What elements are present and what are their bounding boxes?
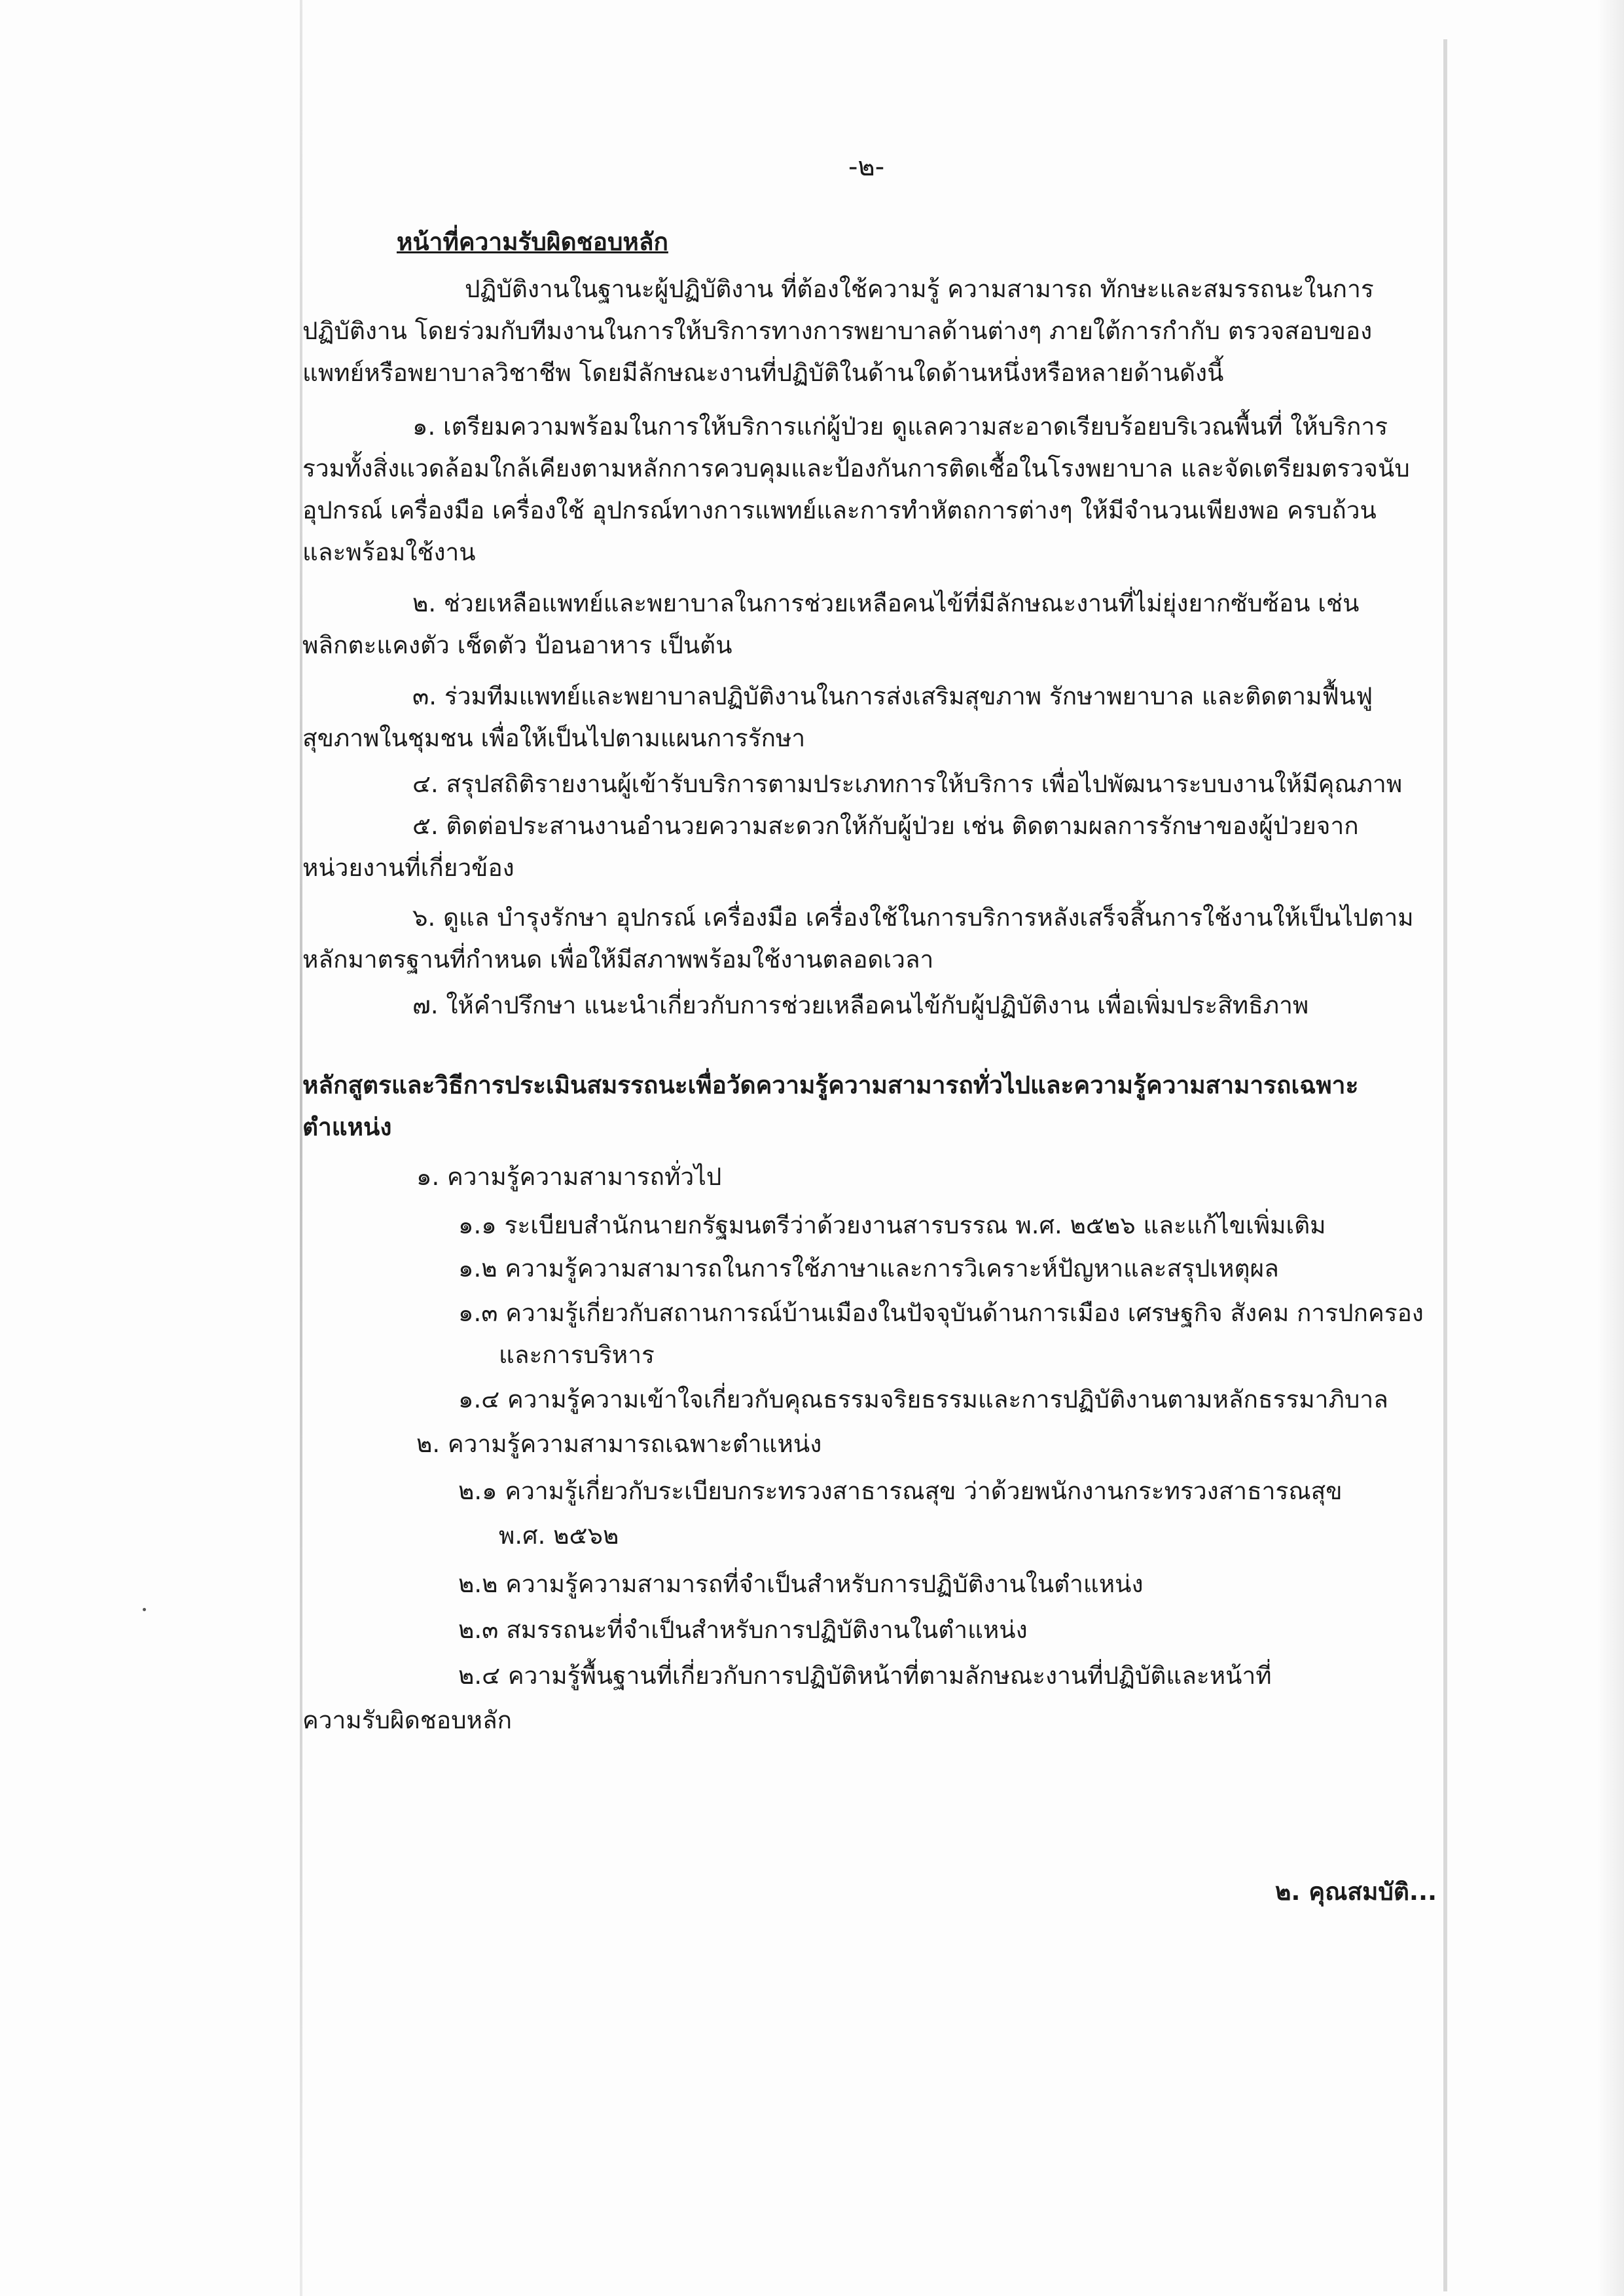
duty-item-6-line: ๖. ดูแล บำรุงรักษา อุปกรณ์ เครื่องมือ เครื่องใช้ในการบริการหลังเสร็จสิ้นการใช้งานให้เป็นไปตาม [412, 903, 1414, 932]
section-1-item: ๑.๓ ความรู้เกี่ยวกับสถานการณ์บ้านเมืองในปัจจุบันด้านการเมือง เศรษฐกิจ สังคม การปกครอง [458, 1299, 1424, 1327]
duty-item-5-line: หน่วยงานที่เกี่ยวข้อง [302, 854, 514, 882]
section-2-item: ๒.๔ ความรู้พื้นฐานที่เกี่ยวกับการปฏิบัติหน้าที่ตามลักษณะงานที่ปฏิบัติและหน้าที่ [458, 1662, 1272, 1690]
duty-item-1-line: อุปกรณ์ เครื่องมือ เครื่องใช้ อุปกรณ์ทางการแพทย์และการทำหัตถการต่างๆ ให้มีจำนวนเพียงพอ ครบถ้วน [302, 496, 1377, 524]
section-1-title: ๑. ความรู้ความสามารถทั่วไป [416, 1163, 722, 1191]
duty-item-3-line: ๓. ร่วมทีมแพทย์และพยาบาลปฏิบัติงานในการส่งเสริมสุขภาพ รักษาพยาบาล และติดตามฟื้นฟู [412, 682, 1373, 710]
duty-item-3-line: สุขภาพในชุมชน เพื่อให้เป็นไปตามแผนการรักษา [302, 724, 806, 752]
scan-edge-shadow [1597, 0, 1624, 2296]
section-2-item-cont: พ.ศ. ๒๕๖๒ [499, 1522, 619, 1550]
duty-item-1-line: ๑. เตรียมความพร้อมในการให้บริการแก่ผู้ป่วย ดูแลความสะอาดเรียบร้อยบริเวณพื้นที่ ให้บริการ [412, 412, 1388, 441]
duty-item-2-line: ๒. ช่วยเหลือแพทย์และพยาบาลในการช่วยเหลือคนไข้ที่มีลักษณะงานที่ไม่ยุ่งยากซับซ้อน เช่น [412, 589, 1360, 617]
duty-item-5-line: ๕. ติดต่อประสานงานอำนวยความสะดวกให้กับผู้ป่วย เช่น ติดตามผลการรักษาของผู้ป่วยจาก [412, 812, 1359, 840]
duty-item-1-line: และพร้อมใช้งาน [302, 538, 476, 566]
duties-intro-line: แพทย์หรือพยาบาลวิชาชีพ โดยมีลักษณะงานที่ปฏิบัติในด้านใดด้านหนึ่งหรือหลายด้านดังนี้ [302, 359, 1224, 387]
section-1-item: ๑.๑ ระเบียบสำนักนายกรัฐมนตรีว่าด้วยงานสารบรรณ พ.ศ. ๒๕๒๖ และแก้ไขเพิ่มเติม [458, 1211, 1326, 1239]
duty-item-6-line: หลักมาตรฐานที่กำหนด เพื่อให้มีสภาพพร้อมใช้งานตลอดเวลา [302, 945, 934, 974]
continuation-marker: ๒. คุณสมบัติ... [1275, 1878, 1437, 1906]
section-1-item-cont: และการบริหาร [499, 1341, 655, 1369]
duty-item-4-line: ๔. สรุปสถิติรายงานผู้เข้ารับบริการตามประเภทการให้บริการ เพื่อไปพัฒนาระบบงานให้มีคุณภาพ [412, 770, 1403, 798]
section-1-item: ๑.๔ ความรู้ความเข้าใจเกี่ยวกับคุณธรรมจริยธรรมและการปฏิบัติงานตามหลักธรรมาภิบาล [458, 1385, 1388, 1413]
section-2-item: ๒.๒ ความรู้ความสามารถที่จำเป็นสำหรับการปฏิบัติงานในตำแหน่ง [458, 1570, 1144, 1598]
assessment-heading-line: หลักสูตรและวิธีการประเมินสมรรถนะเพื่อวัดความรู้ความสามารถทั่วไปและความรู้ความสามารถเฉพาะ [302, 1071, 1359, 1099]
duty-item-7-line: ๗. ให้คำปรึกษา แนะนำเกี่ยวกับการช่วยเหลือคนไข้กับผู้ปฏิบัติงาน เพื่อเพิ่มประสิทธิภาพ [412, 991, 1309, 1019]
scan-speck [143, 1608, 146, 1611]
duty-item-1-line: รวมทั้งสิ่งแวดล้อมใกล้เคียงตามหลักการควบคุมและป้องกันการติดเชื้อในโรงพยาบาล และจัดเตรียมตรวจนับ [302, 454, 1410, 483]
section-2-item-cont: ความรับผิดชอบหลัก [302, 1706, 513, 1734]
section-2-title: ๒. ความรู้ความสามารถเฉพาะตำแหน่ง [416, 1430, 822, 1458]
assessment-heading-line: ตำแหน่ง [302, 1113, 392, 1141]
section-2-item: ๒.๑ ความรู้เกี่ยวกับระเบียบกระทรวงสาธารณสุข ว่าด้วยพนักงานกระทรวงสาธารณสุข [458, 1477, 1343, 1505]
duties-heading: หน้าที่ความรับผิดชอบหลัก [397, 228, 668, 256]
scan-artifact-right [1443, 39, 1447, 2291]
section-1-item: ๑.๒ ความรู้ความสามารถในการใช้ภาษาและการวิเคราะห์ปัญหาและสรุปเหตุผล [458, 1254, 1279, 1283]
duty-item-2-line: พลิกตะแคงตัว เช็ดตัว ป้อนอาหาร เป็นต้น [302, 631, 732, 659]
page-number: -๒- [848, 152, 885, 182]
section-2-item: ๒.๓ สมรรถนะที่จำเป็นสำหรับการปฏิบัติงานในตำแหน่ง [458, 1616, 1028, 1644]
duties-intro-line: ปฏิบัติงาน โดยร่วมกับทีมงานในการให้บริการทางการพยาบาลด้านต่างๆ ภายใต้การกำกับ ตรวจสอบของ [302, 317, 1373, 345]
duties-intro-line: ปฏิบัติงานในฐานะผู้ปฏิบัติงาน ที่ต้องใช้ความรู้ ความสามารถ ทักษะและสมรรถนะในการ [465, 275, 1374, 303]
